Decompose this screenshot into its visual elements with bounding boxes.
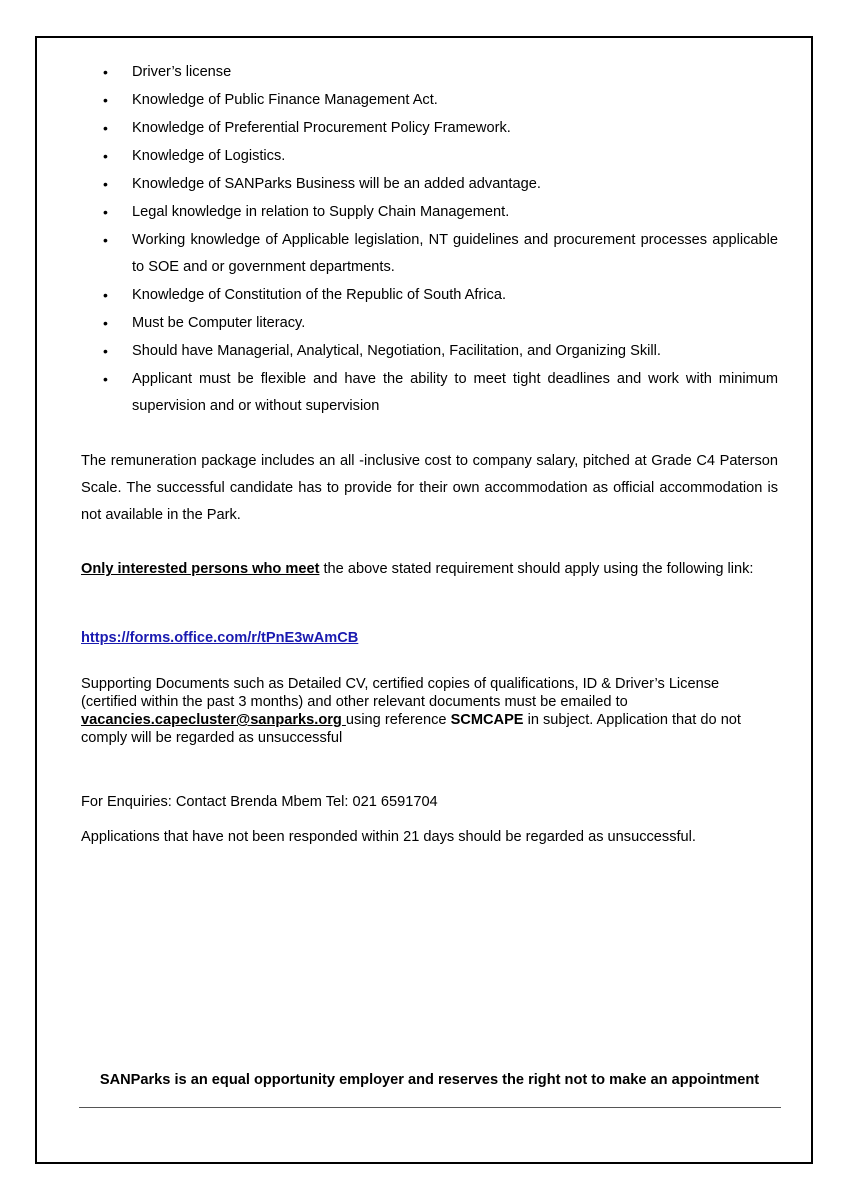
requirement-text: Must be Computer literacy. [132, 315, 306, 331]
bullet-icon: • [103, 232, 108, 248]
requirements-list [81, 59, 778, 420]
requirement-text: Working knowledge of Applicable legislation, NT guidelines and procurement processes applicable to SOE and or government departments. [132, 232, 778, 275]
bullet-icon: • [103, 64, 108, 80]
requirement-text: Applicant must be flexible and have the ability to meet tight deadlines and work with minimum supervision and or without supervision [132, 371, 778, 414]
bullet-icon: • [103, 204, 108, 220]
supporting-documents-paragraph [81, 675, 778, 747]
requirement-item [81, 59, 778, 86]
requirement-text: Knowledge of Logistics. [132, 148, 286, 164]
supporting-docs-tail: in subject. Application that do not comply will be regarded as unsuccessful [81, 712, 741, 746]
requirement-text: Knowledge of Public Finance Management Act. [132, 92, 438, 108]
requirement-item [81, 310, 778, 337]
enquiries-line: For Enquiries: Contact Brenda Mbem Tel: 021 6591704 [81, 794, 438, 810]
application-link[interactable]: https://forms.office.com/r/tPnE3wAmCB [81, 630, 359, 646]
requirement-text: Driver’s license [132, 64, 232, 80]
reference-code: SCMCAPE [450, 712, 524, 728]
requirement-text: Legal knowledge in relation to Supply Chain Management. [132, 204, 510, 220]
footer-divider [79, 1107, 781, 1108]
apply-rest: the above stated requirement should apply using the following link: [319, 561, 754, 577]
bullet-icon: • [103, 148, 108, 164]
requirement-text: Knowledge of SANParks Business will be an added advantage. [132, 176, 541, 192]
requirement-item [81, 338, 778, 365]
requirement-item [81, 87, 778, 114]
apply-lead-underlined: Only interested persons who meet [81, 561, 320, 577]
bullet-icon: • [103, 287, 108, 303]
requirement-item [81, 199, 778, 226]
response-notice: Applications that have not been responded within 21 days should be regarded as unsuccessful. [81, 829, 696, 845]
bullet-icon: • [103, 371, 108, 387]
bullet-icon: • [103, 120, 108, 136]
requirement-text: Should have Managerial, Analytical, Negotiation, Facilitation, and Organizing Skill. [132, 343, 661, 359]
requirement-item [81, 115, 778, 142]
vacancies-email-link[interactable]: vacancies.capecluster@sanparks.org [81, 712, 346, 728]
requirement-text: Knowledge of Preferential Procurement Policy Framework. [132, 120, 511, 136]
requirement-item [81, 227, 778, 281]
apply-instructions [81, 560, 778, 578]
reference-text: using reference [345, 712, 451, 728]
bullet-icon: • [103, 176, 108, 192]
bullet-icon: • [103, 315, 108, 331]
requirement-item [81, 366, 778, 420]
requirement-item [81, 171, 778, 198]
requirement-text: Knowledge of Constitution of the Republic of South Africa. [132, 287, 506, 303]
remuneration-paragraph: The remuneration package includes an all -inclusive cost to company salary, pitched at Grade C4 Paterson Scale. The successful candidate has to provide for their own accommodation as official accommodation is not available in the Park. [81, 453, 778, 523]
equal-opportunity-statement: SANParks is an equal opportunity employer and reserves the right not to make an appointment [99, 1072, 760, 1088]
application-link-line [81, 629, 778, 647]
bullet-icon: • [103, 92, 108, 108]
bullet-icon: • [103, 343, 108, 359]
supporting-docs-text: Supporting Documents such as Detailed CV, certified copies of qualifications, ID & Driver’s License (certified within the past 3 months) and other relevant documents must be emailed to [81, 676, 720, 710]
requirements-list-container [81, 59, 778, 421]
requirement-item [81, 282, 778, 309]
requirement-item [81, 143, 778, 170]
